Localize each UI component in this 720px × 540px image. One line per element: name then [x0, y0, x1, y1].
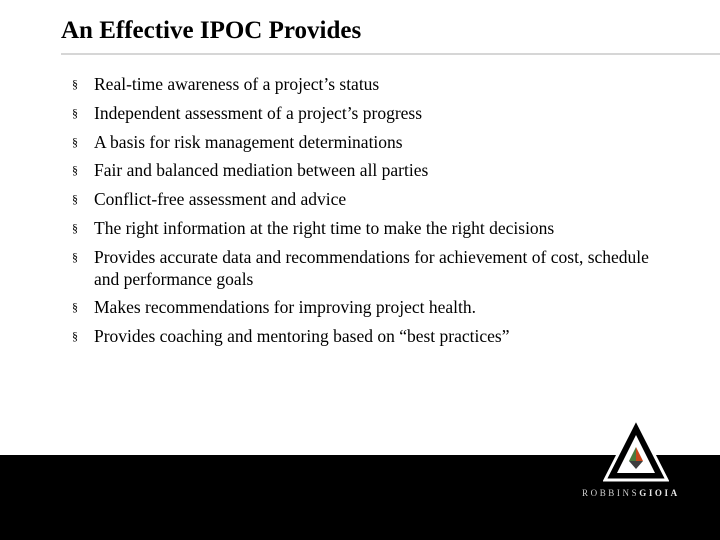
bullet-text: Provides accurate data and recommendations for achievement of cost, schedule and performance goals: [94, 246, 649, 289]
bullet-text: The right information at the right time to make the right decisions: [94, 217, 555, 238]
bullet-text: Real-time awareness of a project’s status: [94, 74, 380, 94]
bullet-text: Independent assessment of a project’s progress: [94, 102, 423, 123]
list-item: [72, 128, 672, 157]
bullet-marker: §: [72, 105, 78, 120]
company-wordmark: [582, 488, 680, 498]
bullet-list: [72, 70, 672, 350]
list-item: [72, 322, 672, 351]
bullet-marker: §: [72, 299, 78, 314]
list-item: [72, 293, 672, 322]
list-item: [72, 99, 672, 128]
bullet-text: Provides coaching and mentoring based on “best practices”: [94, 325, 510, 346]
bullet-marker: §: [72, 134, 78, 149]
bullet-text: A basis for risk management determinations: [94, 131, 403, 152]
list-item: [72, 156, 672, 185]
slide-title: An Effective IPOC Provides: [61, 17, 362, 44]
list-item: [72, 243, 672, 293]
list-item: [72, 214, 672, 243]
wordmark-part-1: ROBBINS: [582, 488, 640, 498]
bullet-text: Conflict-free assessment and advice: [94, 189, 347, 210]
bullet-marker: §: [72, 77, 78, 91]
wordmark-part-2: GIOIA: [639, 488, 680, 498]
list-item: [72, 70, 672, 99]
triangle-logo-icon: [603, 417, 669, 483]
title-divider: [61, 53, 720, 55]
bullet-text: Fair and balanced mediation between all parties: [94, 160, 429, 181]
bullet-text: Makes recommendations for improving project health.: [94, 296, 476, 317]
bullet-marker: §: [72, 249, 78, 264]
bullet-marker: §: [72, 192, 78, 207]
bullet-marker: §: [72, 328, 78, 343]
list-item: [72, 185, 672, 214]
bullet-marker: §: [72, 220, 78, 235]
bullet-marker: §: [72, 163, 78, 178]
